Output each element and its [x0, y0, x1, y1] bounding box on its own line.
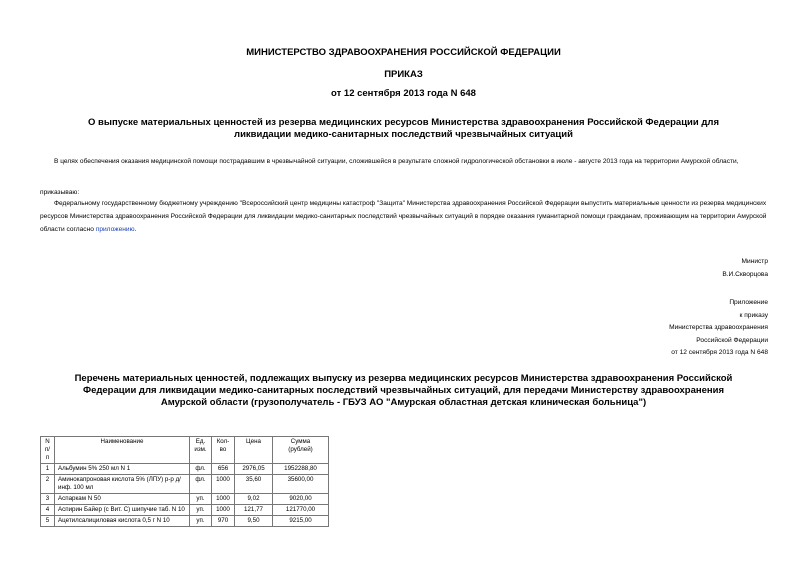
cell-unit: уп. — [190, 505, 212, 516]
ministry-heading: МИНИСТЕРСТВО ЗДРАВООХРАНЕНИЯ РОССИЙСКОЙ ФЕДЕРАЦИИ — [246, 47, 561, 58]
header-sum: Сумма (рублей) — [273, 437, 329, 464]
cell-name: Альбумин 5% 250 мл N 1 — [55, 464, 190, 475]
cell-name: Аминокапроновая кислота 5% (ЛПУ) р-р д/инф. 100 мл — [55, 475, 190, 494]
order-title: О выпуске материальных ценностей из резерва медицинских ресурсов Министерства здравоохранения Российской Федерации для ликвидации медико-санитарных последствий чрезвычайных ситуаций — [88, 117, 719, 140]
cell-price: 2976,05 — [235, 464, 273, 475]
header-unit: Ед. изм. — [190, 437, 212, 464]
header-qty: Кол- во — [212, 437, 235, 464]
header-num: N п/п — [41, 437, 55, 464]
cell-sum: 9020,00 — [273, 494, 329, 505]
table-row — [41, 494, 329, 505]
cell-sum: 9215,00 — [273, 516, 329, 527]
cell-num: 5 — [41, 516, 55, 527]
cell-sum: 121770,00 — [273, 505, 329, 516]
cell-name: Аспирин Байер (с Вит. С) шипучие таб. N 10 — [55, 505, 190, 516]
table-row — [41, 475, 329, 494]
cell-sum: 35600,00 — [273, 475, 329, 494]
appendix-line: Российской Федерации — [696, 336, 768, 344]
cell-qty: 656 — [212, 464, 235, 475]
cell-num: 3 — [41, 494, 55, 505]
cell-num: 1 — [41, 464, 55, 475]
order-paragraph-end: . — [134, 226, 137, 233]
appendix-block — [669, 297, 768, 360]
appendix-line: Министерства здравоохранения — [669, 324, 768, 331]
appendix-line: Приложение — [729, 299, 768, 306]
table-row — [41, 505, 329, 516]
cell-sum: 1952288,80 — [273, 464, 329, 475]
cell-name: Аспаркам N 50 — [55, 494, 190, 505]
items-table — [40, 436, 329, 527]
preamble-paragraph: В целях обеспечения оказания медицинской помощи пострадавшим в чрезвычайной ситуации, сложившейся в результате сложной гидрологической обстановки в июле - августе 2013 года на территории Амурской области, — [54, 158, 739, 165]
cell-qty: 1000 — [212, 494, 235, 505]
cell-unit: фл. — [190, 464, 212, 475]
table-row — [41, 464, 329, 475]
order-date-number: от 12 сентября 2013 года N 648 — [331, 88, 476, 99]
appendix-line: от 12 сентября 2013 года N 648 — [671, 349, 768, 356]
signature-block — [722, 256, 768, 281]
order-paragraph-text: Федеральному государственному бюджетному учреждению "Всероссийский центр медицины катастроф "Защита" Министерства здравоохранения Российской Федерации выпустить материальные ценности из резерва медицинских ресурсов Министерства здравоохранения Российской Федерации для ликвидации медико-санитарных последствий чрезвычайных ситуаций в порядке оказания гуманитарной помощи гражданам, проживающим на территории Амурской области согласно — [40, 200, 767, 233]
header-name: Наименование — [55, 437, 190, 464]
signature-name: В.И.Скворцова — [722, 270, 768, 278]
cell-price: 35,60 — [235, 475, 273, 494]
cell-price: 9,50 — [235, 516, 273, 527]
cell-num: 4 — [41, 505, 55, 516]
table-header-row — [41, 437, 329, 464]
cell-price: 9,02 — [235, 494, 273, 505]
cell-num: 2 — [41, 475, 55, 494]
appendix-link[interactable]: приложению — [95, 226, 135, 233]
prikazyvayu-label: приказываю: — [40, 189, 80, 196]
cell-unit: уп. — [190, 516, 212, 527]
order-paragraph — [40, 197, 770, 236]
appendix-line: к приказу — [739, 311, 768, 319]
signature-position: Министр — [741, 258, 768, 265]
table-row — [41, 516, 329, 527]
cell-name: Ацетилсалициловая кислота 0,5 г N 10 — [55, 516, 190, 527]
cell-unit: уп. — [190, 494, 212, 505]
cell-qty: 1000 — [212, 505, 235, 516]
cell-unit: фл. — [190, 475, 212, 494]
cell-qty: 1000 — [212, 475, 235, 494]
list-title: Перечень материальных ценностей, подлежащих выпуску из резерва медицинских ресурсов Министерства здравоохранения Российской Федерации для ликвидации медико-санитарных последствий чрезвычайных ситуаций, для передачи Министерству здравоохранения Амурской области (грузополучатель - ГБУЗ АО "Амурская областная детская клиническая больница") — [74, 373, 733, 408]
cell-qty: 970 — [212, 516, 235, 527]
header-price: Цена — [235, 437, 273, 464]
order-heading: ПРИКАЗ — [384, 69, 423, 80]
cell-price: 121,77 — [235, 505, 273, 516]
